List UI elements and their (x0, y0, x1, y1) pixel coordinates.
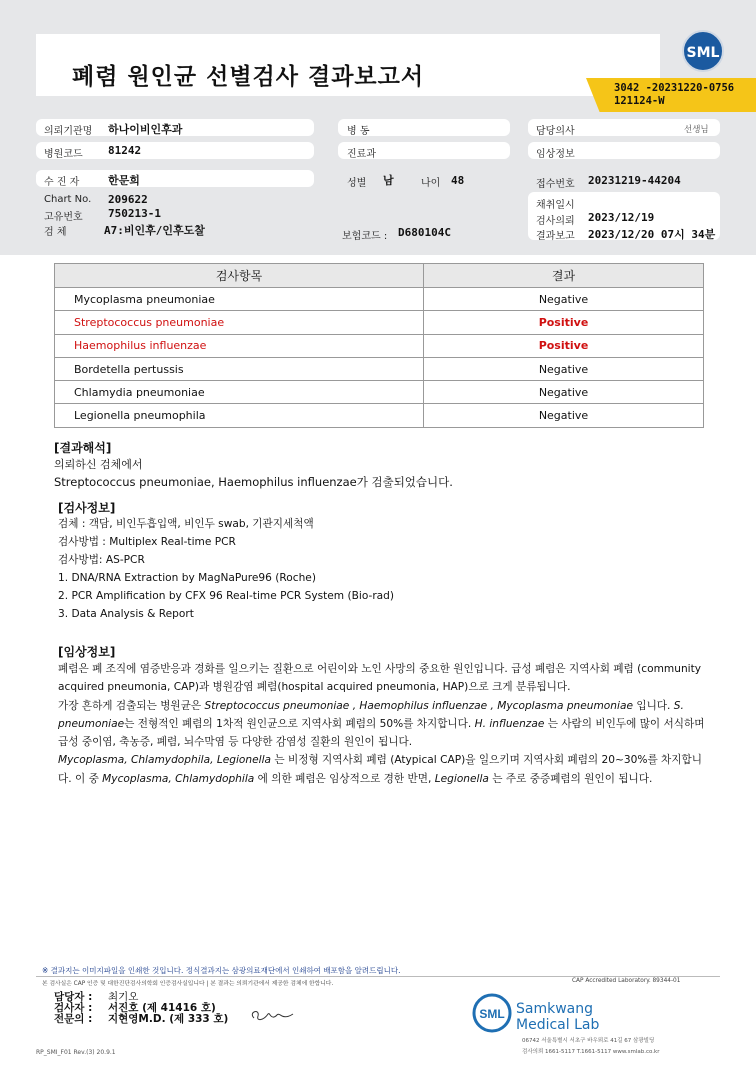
clin-text: 는 전형적인 폐렴의 1차적 원인균으로 지역사회 폐렴의 50%를 차지합니다. (124, 717, 475, 730)
clinical-info-body (58, 660, 708, 788)
specimen-value: A7:비인후/인후도찰 (104, 224, 205, 237)
col-result: 결과 (424, 264, 704, 288)
interpretation-line-2: Streptococcus pneumoniae, Haemophilus influenzae가 검출되었습니다. (54, 475, 453, 489)
test-name: Legionella pneumophila (55, 404, 424, 427)
test-result: Negative (424, 357, 704, 380)
clinical-label: 임상정보 (536, 149, 575, 160)
age-label: 나이 (421, 178, 441, 189)
test-info-line: 1. DNA/RNA Extraction by MagNaPure96 (Roche) (58, 572, 316, 584)
request-date: 2023/12/19 (588, 211, 655, 224)
table-row (55, 381, 704, 404)
chart-label: Chart No. (44, 194, 92, 205)
clin-text: 는 주로 중증폐렴의 원인이 됩니다. (488, 772, 653, 785)
report-label: 결과보고 (536, 231, 575, 242)
sml-logo: SML (682, 30, 724, 72)
insurance-code: D680104C (398, 226, 451, 239)
barcode-text (614, 82, 734, 108)
patient-label: 수 진 자 (44, 177, 80, 188)
id-label: 고유번호 (44, 212, 83, 223)
company-name (516, 1001, 599, 1033)
test-info-line: 검체 : 객담, 비인두흡입액, 비인두 swab, 기관지세척액 (58, 518, 314, 530)
cap-accreditation: CAP Accredited Laboratory. 89344-01 (572, 978, 681, 984)
table-row (55, 404, 704, 427)
test-info-line: 검사방법 : Multiplex Real-time PCR (58, 536, 236, 548)
company-line-1: Samkwang (516, 1001, 593, 1017)
test-info-line: 검사방법: AS-PCR (58, 554, 145, 566)
collect-label: 채취일시 (536, 200, 575, 211)
address-line-1: 06742 서울특별시 서초구 바우뫼로 41길 67 삼광빌딩 (522, 1038, 655, 1044)
test-result: Negative (424, 288, 704, 311)
footer-notice-small: 본 검사실은 CAP 인증 및 대한진단검사의학회 인증검사실입니다 | 본 결과는 의뢰기관에서 제공한 검체에 한합니다. (42, 981, 334, 987)
insurance-label: 보험코드 : (342, 231, 388, 242)
results-table (54, 263, 704, 428)
clinical-paragraph-1: 폐렴은 폐 조직에 염증반응과 경화를 일으키는 질환으로 어린이와 노인 사망의 중요한 원인입니다. 급성 폐렴은 지역사회 폐렴 (community acquired pneumonia, CAP)과 병원감염 폐렴(hospital acquired pneumonia, HAP)으로 크게 분류됩니다. (58, 663, 702, 694)
test-result: Positive (424, 311, 704, 334)
results-header (55, 264, 704, 288)
interpretation-line-1: 의뢰하신 검체에서 (54, 458, 143, 471)
clin-text: 는 사람의 비인두에 많이 서식하며 급성 중이염, 축농증, 폐렴, 뇌수막염 등 다양한 감염성 질환의 원인이 됩니다. (58, 717, 705, 749)
staff3-name: 지현영M.D. (제 333 호) (108, 1013, 229, 1025)
signature-image (246, 1004, 296, 1026)
sml-footer-logo (472, 993, 512, 1033)
clin-text: 는 비정형 지역사회 폐렴 (Atypical CAP)을 일으키며 지역사회 폐렴의 20~30%를 차지합니다. 이 중 (58, 754, 702, 785)
clinical-info-heading: [임상정보] (58, 645, 116, 659)
test-info-heading: [검사정보] (58, 501, 116, 515)
staff2-name: 서진호 (제 41416 호) (108, 1002, 216, 1014)
doctor-suffix: 선생님 (684, 125, 709, 135)
receipt-label: 접수번호 (536, 179, 575, 190)
test-name: Haemophilus influenzae (55, 334, 424, 357)
clin-italic: Streptococcus pneumoniae , Haemophilus influenzae , Mycoplasma pneumoniae (204, 699, 633, 712)
test-name: Mycoplasma pneumoniae (55, 288, 424, 311)
test-result: Positive (424, 334, 704, 357)
test-info-line: 3. Data Analysis & Report (58, 608, 194, 620)
barcode-line-1: 3042 -20231220-0756 (614, 82, 735, 94)
interpretation-heading: [결과해석] (54, 441, 112, 455)
clin-italic: H. influenzae (474, 717, 545, 730)
hospital-code-value: 81242 (108, 144, 142, 157)
staff1-name: 최기오 (108, 991, 139, 1003)
test-result: Negative (424, 381, 704, 404)
test-name: Chlamydia pneumoniae (55, 381, 424, 404)
chart-no: 209622 (108, 193, 148, 206)
sex-value: 남 (383, 174, 394, 187)
clin-text: 가장 흔하게 검출되는 병원균은 (58, 699, 205, 712)
clinical-paragraph-2 (58, 697, 708, 752)
report-date: 2023/12/20 07시 34분 (588, 228, 716, 241)
company-line-2: Medical Lab (516, 1017, 600, 1033)
sex-label: 성별 (347, 178, 367, 189)
clin-text: 입니다. (632, 699, 674, 712)
test-result: Negative (424, 404, 704, 427)
staff3-label: 전문의 : (54, 1013, 93, 1025)
clin-italic: Legionella (434, 772, 489, 785)
clin-text: 에 의한 폐렴은 임상적으로 경한 반면, (254, 772, 435, 785)
staff1-label: 담당자 : (54, 991, 93, 1003)
table-row (55, 288, 704, 311)
sml-footer-logo-text: SML (479, 1007, 505, 1021)
table-row (55, 311, 704, 334)
clin-italic: S. pneumoniae (58, 699, 684, 730)
footer-notice: ※ 결과지는 이미지파일을 인쇄한 것입니다. 정식결과지는 삼광의료재단에서 인쇄하여 배포함을 알려드립니다. (42, 966, 401, 975)
test-info-line: 2. PCR Amplification by CFX 96 Real-time PCR System (Bio-rad) (58, 590, 395, 602)
address-line-2: 검사의뢰 1661-5117 T.1661-5117 www.smlab.co.kr (522, 1049, 660, 1055)
ward-label: 병 동 (347, 126, 370, 137)
staff2-label: 검사자 : (54, 1002, 93, 1014)
table-row (55, 334, 704, 357)
company-address (522, 1036, 660, 1058)
test-name: Streptococcus pneumoniae (55, 311, 424, 334)
receipt-no: 20231219-44204 (588, 174, 681, 187)
institution-label: 의뢰기관명 (44, 126, 93, 137)
report-title: 폐렴 원인균 선별검사 결과보고서 (72, 64, 425, 90)
institution-value: 하나이비인후과 (108, 123, 183, 136)
form-code: RP_SMI_F01 Rev.(3) 20.9.1 (36, 1049, 116, 1056)
col-test-item: 검사항목 (55, 264, 424, 288)
clinical-paragraph-3 (58, 751, 708, 788)
test-name: Bordetella pertussis (55, 357, 424, 380)
clin-italic: Mycoplasma, Chlamydophila, Legionella (58, 754, 272, 767)
clin-italic: Mycoplasma, Chlamydophila (102, 772, 255, 785)
footer-divider (36, 976, 720, 977)
id-no: 750213-1 (108, 207, 161, 220)
request-label: 검사의뢰 (536, 216, 575, 227)
age-value: 48 (451, 174, 465, 187)
hospital-code-label: 병원코드 (44, 149, 83, 160)
dept-label: 진료과 (347, 149, 376, 160)
patient-name: 한문희 (108, 174, 140, 187)
doctor-label: 담당의사 (536, 126, 575, 137)
barcode-line-2: 121124-W (614, 95, 665, 107)
specimen-label: 검 체 (44, 227, 67, 238)
table-row (55, 357, 704, 380)
